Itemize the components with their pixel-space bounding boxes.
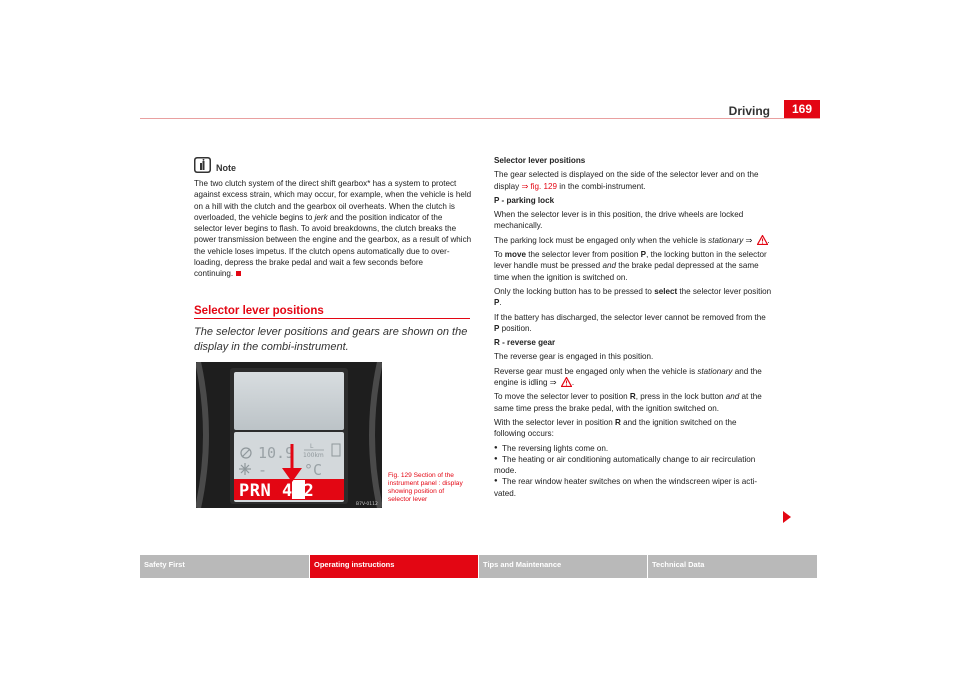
text: position. bbox=[499, 323, 532, 333]
note-text bbox=[194, 178, 474, 280]
section-intro-line: display in the combi-instrument. bbox=[194, 341, 349, 353]
text: The parking lock must be engaged only when the vehicle is bbox=[494, 235, 709, 245]
note-text-span: and the position indicator of the bbox=[327, 212, 443, 222]
figure-caption-line: instrument panel : display bbox=[388, 480, 463, 487]
paragraph bbox=[494, 312, 786, 335]
paragraph bbox=[494, 249, 786, 283]
bullet-item: ● The rear window heater switches on when the windscreen wiper is acti- bbox=[494, 476, 786, 487]
gear-indicator: 2 bbox=[303, 481, 315, 501]
page-header-title: Driving bbox=[728, 104, 770, 118]
text: . bbox=[571, 378, 575, 388]
figure-caption-line: selector lever bbox=[388, 496, 428, 503]
paragraph bbox=[494, 417, 786, 440]
text: the selector lever from position bbox=[525, 250, 641, 260]
text-bold: move bbox=[504, 250, 526, 260]
svg-text:-: - bbox=[258, 461, 268, 479]
subheading: Selector lever positions bbox=[494, 156, 586, 165]
text: time when the ignition is switched on. bbox=[494, 272, 628, 282]
note-line bbox=[194, 268, 474, 279]
footer-nav bbox=[140, 555, 820, 578]
svg-text:10.9: 10.9 bbox=[258, 444, 295, 462]
paragraph bbox=[494, 366, 786, 389]
right-column bbox=[494, 155, 786, 499]
warning-icon[interactable] bbox=[757, 235, 768, 245]
text: in the combi-instrument. bbox=[557, 181, 646, 191]
paragraph bbox=[494, 235, 786, 246]
note-icon bbox=[194, 157, 211, 173]
note-text-span: continuing. bbox=[194, 269, 234, 279]
section-title: Selector lever positions bbox=[194, 305, 324, 317]
text: display bbox=[494, 181, 522, 191]
figure-caption-line: showing position of bbox=[388, 488, 445, 495]
section-intro bbox=[194, 325, 474, 355]
text: When the selector lever is in this position, the drive wheels are locked bbox=[494, 210, 744, 220]
paragraph bbox=[494, 209, 786, 232]
svg-text:L: L bbox=[310, 443, 314, 450]
paragraph: The reverse gear is engaged in this position. bbox=[494, 352, 654, 362]
figure-caption-line: Fig. 129 Section of the bbox=[388, 472, 454, 479]
text: the selector lever position bbox=[677, 286, 772, 296]
section-rule bbox=[194, 318, 470, 319]
text-bold: P bbox=[494, 323, 500, 333]
svg-text:PRND432 bbox=[239, 481, 314, 501]
footer-tab-safety-first[interactable]: Safety First bbox=[140, 555, 310, 578]
subheading: P - parking lock bbox=[494, 195, 555, 205]
text-italic: and bbox=[725, 392, 740, 402]
text: the brake pedal depressed at the same bbox=[615, 261, 759, 271]
text: lever handle must be pressed bbox=[494, 261, 603, 271]
gear-indicator: N bbox=[260, 481, 272, 501]
page-number: 169 bbox=[784, 100, 820, 119]
text: The gear selected is displayed on the side of the selector lever and on the bbox=[494, 170, 759, 180]
note-line: loading, depress the brake pedal and wait a few seconds before bbox=[194, 258, 424, 268]
paragraph bbox=[494, 391, 786, 414]
text-bold: select bbox=[654, 286, 678, 296]
figure-caption bbox=[388, 472, 472, 504]
text: . bbox=[499, 298, 502, 308]
footer-tab-tips-and-maintenance[interactable]: Tips and Maintenance bbox=[479, 555, 648, 578]
note-text-span: overloaded, the vehicle begins to bbox=[194, 212, 315, 222]
gear-indicator: 3 bbox=[292, 481, 304, 501]
note-line: the vehicle loses impetus. If the clutch opens automatically due to over- bbox=[194, 246, 450, 256]
text-bold: P bbox=[494, 298, 500, 308]
gear-indicator: 4 bbox=[282, 481, 293, 501]
footer-tab-operating-instructions[interactable]: Operating instructions bbox=[310, 555, 479, 578]
note-title: Note bbox=[216, 163, 236, 173]
bullet-continuation: vated. bbox=[494, 488, 517, 498]
note-line: The two clutch system of the direct shift gearbox* has a system to protect bbox=[194, 179, 457, 188]
subheading: R - reverse gear bbox=[494, 338, 556, 348]
text: If the battery has discharged, the selector lever cannot be removed from the bbox=[494, 312, 766, 322]
gear-indicator-selected: D bbox=[271, 481, 282, 501]
note-line: power transmission between the engine and the gearbox, as a result of which bbox=[194, 235, 472, 245]
note-line: selector lever begins to flash. To avoid breakdowns, the clutch breaks the bbox=[194, 224, 457, 234]
text: at the bbox=[739, 392, 762, 402]
text: To move the selector lever to position bbox=[494, 392, 630, 402]
text-bold: R bbox=[629, 392, 636, 402]
text: following occurs: bbox=[494, 429, 554, 439]
warning-icon[interactable] bbox=[561, 377, 575, 388]
header-rule bbox=[140, 118, 820, 119]
instrument-display-figure bbox=[196, 362, 382, 508]
text-italic: and bbox=[602, 261, 616, 271]
text-bold: R bbox=[615, 417, 621, 427]
text: Reverse gear must be engaged only when the vehicle is bbox=[494, 366, 698, 376]
bullet-item: ● The reversing lights come on. bbox=[494, 443, 786, 454]
paragraph bbox=[494, 169, 786, 192]
footer-tab-technical-data[interactable]: Technical Data bbox=[648, 555, 817, 578]
gear-indicator: P bbox=[239, 481, 250, 501]
section-intro-line: The selector lever positions and gears are shown on the bbox=[194, 326, 468, 338]
text-bold: P bbox=[640, 250, 647, 260]
bullet-continuation: mode. bbox=[494, 466, 517, 476]
note-italic-word: jerk bbox=[314, 212, 328, 222]
figure-link[interactable]: ⇒ fig. 129 bbox=[521, 181, 558, 191]
text: . bbox=[767, 235, 770, 245]
text: , the locking button in the selector bbox=[646, 250, 767, 260]
text: , press in the lock button bbox=[635, 392, 726, 402]
text: To bbox=[494, 250, 505, 260]
text: engine is idling ⇒ bbox=[494, 378, 559, 388]
paragraph bbox=[494, 286, 786, 309]
next-page-arrow-icon[interactable] bbox=[783, 511, 791, 523]
text: same time press the brake pedal, with the ignition switched on. bbox=[494, 403, 719, 413]
note-line: against excess strain, which may occur, for example, when the vehicle is held bbox=[194, 190, 472, 200]
text: mechanically. bbox=[494, 221, 543, 231]
text: ⇒ bbox=[743, 235, 755, 245]
svg-text:°C: °C bbox=[304, 461, 323, 479]
text-italic: stationary bbox=[708, 235, 744, 245]
figure-code: B7V-0112 bbox=[356, 502, 378, 507]
text: Only the locking button has to be pressed to bbox=[494, 286, 655, 296]
note-line bbox=[194, 212, 474, 223]
end-of-section-icon bbox=[236, 271, 241, 276]
note-line: on a hill with the clutch and the gearbox oil overheats. When the clutch is bbox=[194, 201, 455, 211]
text: With the selector lever in position bbox=[494, 417, 616, 427]
bullet-item: ● The heating or air conditioning automatically change to air recirculation bbox=[494, 454, 786, 465]
text-italic: stationary bbox=[697, 366, 733, 376]
gear-indicator: R bbox=[249, 481, 261, 501]
text: and the ignition switched on the bbox=[620, 417, 737, 427]
svg-text:100km: 100km bbox=[303, 452, 324, 459]
text: and the bbox=[732, 366, 762, 376]
